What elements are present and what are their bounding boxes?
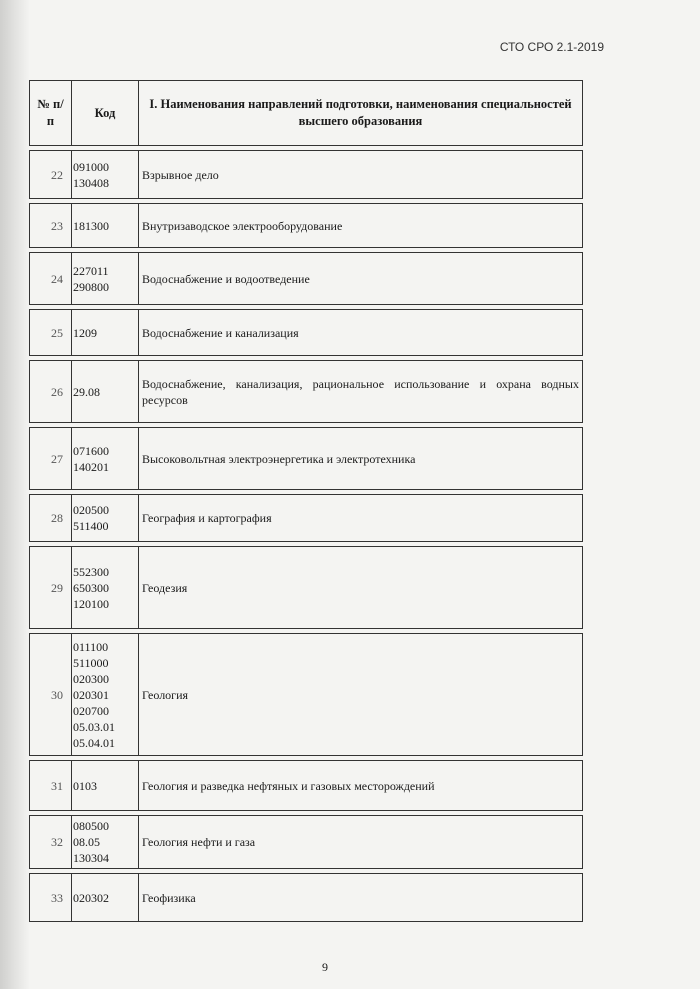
specialty-code: 0103 — [73, 778, 97, 793]
table-row — [30, 361, 583, 423]
row-codes — [72, 428, 139, 490]
specialties-table — [29, 80, 583, 922]
binding-shadow — [0, 0, 30, 989]
specialty-code: 05.04.01 — [73, 735, 115, 750]
document-code: СТО СРО 2.1-2019 — [499, 40, 604, 54]
table-header-row — [30, 81, 583, 146]
specialty-code: 130304 — [73, 851, 109, 865]
row-number: 28 — [30, 495, 72, 542]
specialty-code: 120100 — [73, 596, 109, 611]
specialty-code: 130408 — [73, 175, 109, 190]
row-codes — [72, 151, 139, 199]
specialty-code: 140201 — [73, 459, 109, 474]
table-row — [30, 634, 583, 756]
table-row — [30, 761, 583, 811]
specialty-code: 080500 — [73, 819, 109, 833]
row-codes — [72, 634, 139, 756]
specialty-name: Геология — [139, 634, 583, 756]
specialty-code: 552300 — [73, 564, 109, 579]
specialty-code: 020301 — [73, 687, 109, 702]
specialty-name: Геофизика — [139, 874, 583, 922]
table-row — [30, 874, 583, 922]
row-codes — [72, 495, 139, 542]
page-number: 9 — [322, 960, 328, 974]
specialty-name: Водоснабжение и водоотведение — [139, 253, 583, 305]
specialty-name: Геодезия — [139, 547, 583, 629]
table-row — [30, 428, 583, 490]
specialty-name: Геология нефти и газа — [139, 816, 583, 869]
table-row — [30, 547, 583, 629]
row-number: 22 — [30, 151, 72, 199]
specialty-name: Геология и разведка нефтяных и газовых месторождений — [139, 761, 583, 811]
row-codes — [72, 253, 139, 305]
column-header-name: I. Наименования направлений подготовки, наименования специальностей высшего образования — [139, 81, 583, 146]
specialty-name: Водоснабжение, канализация, рациональное использование и охрана водных ресурсов — [139, 361, 583, 423]
specialty-code: 511000 — [73, 655, 109, 670]
specialty-code: 290800 — [73, 279, 109, 294]
table-row — [30, 253, 583, 305]
specialty-code: 091000 — [73, 159, 109, 174]
row-number: 30 — [30, 634, 72, 756]
specialty-code: 29.08 — [73, 384, 100, 399]
specialty-code: 020300 — [73, 671, 109, 686]
table-body — [30, 146, 583, 922]
specialty-code: 020302 — [73, 890, 109, 905]
row-number: 27 — [30, 428, 72, 490]
specialty-code: 020700 — [73, 703, 109, 718]
specialty-code: 05.03.01 — [73, 719, 115, 734]
column-header-code: Код — [72, 81, 139, 146]
row-codes — [72, 310, 139, 356]
specialty-name: Взрывное дело — [139, 151, 583, 199]
specialty-name: Высоковольтная электроэнергетика и электротехника — [139, 428, 583, 490]
table-row — [30, 816, 583, 869]
specialty-code: 08.05 — [73, 835, 100, 849]
specialty-code: 071600 — [73, 443, 109, 458]
specialty-name: Водоснабжение и канализация — [139, 310, 583, 356]
specialty-code: 1209 — [73, 325, 97, 340]
row-number: 24 — [30, 253, 72, 305]
row-codes — [72, 361, 139, 423]
specialty-code: 181300 — [73, 218, 109, 233]
specialty-code: 011100 — [73, 639, 109, 654]
specialty-name: География и картография — [139, 495, 583, 542]
row-number: 31 — [30, 761, 72, 811]
specialty-code: 227011 — [73, 263, 109, 278]
specialty-name: Внутризаводское электрооборудование — [139, 204, 583, 248]
column-header-number: № п/п — [30, 81, 72, 146]
row-number: 33 — [30, 874, 72, 922]
table-row — [30, 204, 583, 248]
row-number: 29 — [30, 547, 72, 629]
row-codes — [72, 547, 139, 629]
table-row — [30, 495, 583, 542]
row-codes — [72, 816, 139, 869]
row-codes — [72, 874, 139, 922]
specialty-code: 020500 — [73, 503, 109, 517]
row-number: 25 — [30, 310, 72, 356]
specialty-code: 511400 — [73, 519, 109, 533]
specialty-code: 650300 — [73, 580, 109, 595]
row-number: 26 — [30, 361, 72, 423]
row-codes — [72, 204, 139, 248]
table-row — [30, 310, 583, 356]
table-row — [30, 151, 583, 199]
row-number: 32 — [30, 816, 72, 869]
row-codes — [72, 761, 139, 811]
row-number: 23 — [30, 204, 72, 248]
